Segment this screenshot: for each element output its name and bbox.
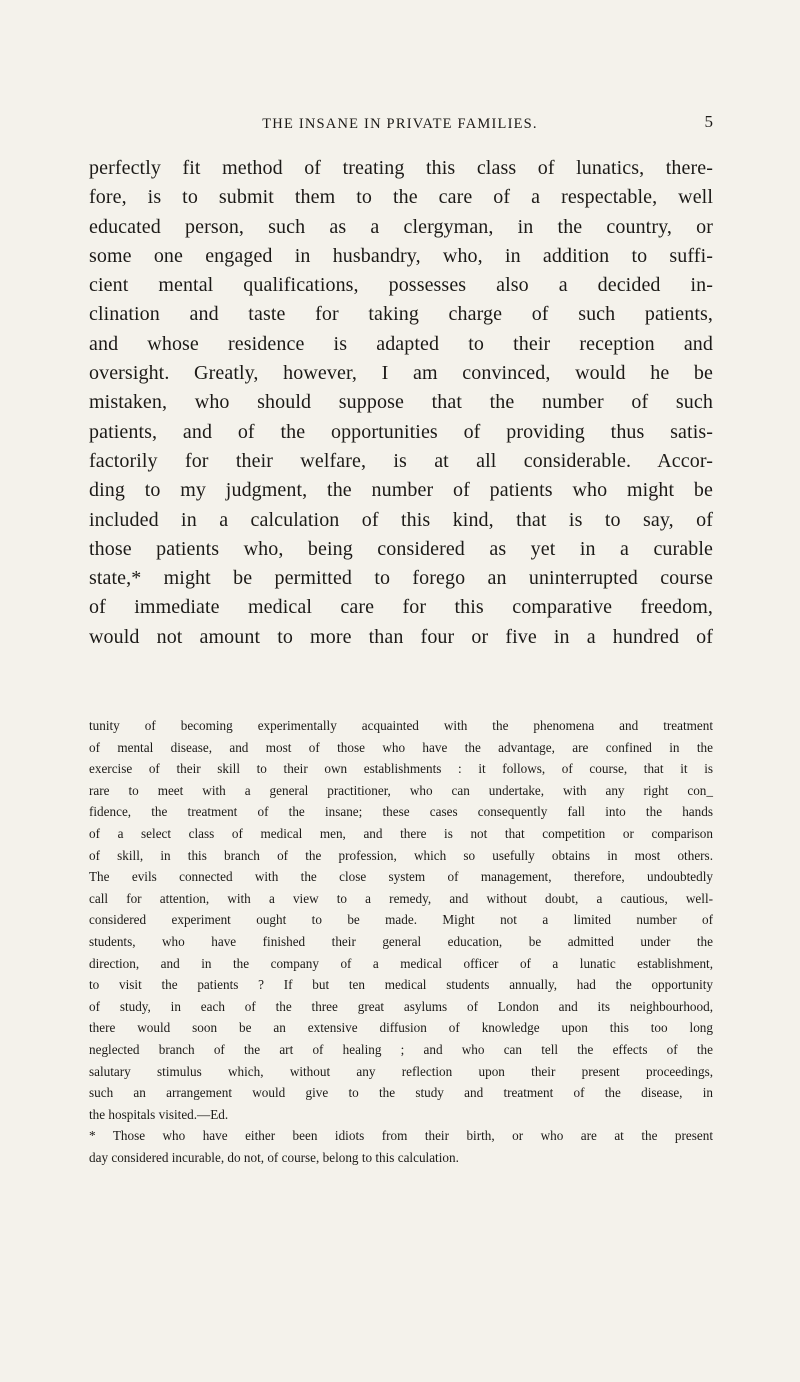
text-line: factorily for their welfare, is at all considerable. Accor-	[89, 449, 713, 472]
footnote-block	[89, 715, 713, 1168]
asterisk-footnote-line: * Those who have either been idiots from their birth, or who are at the present	[89, 1128, 713, 1144]
text-line: oversight. Greatly, however, I am convinced, would he be	[89, 362, 713, 385]
text-line: perfectly fit method of treating this class of lunatics, there-	[89, 157, 713, 179]
text-line: ding to my judgment, the number of patients who might be	[89, 479, 713, 502]
text-line: patients, and of the opportunities of providing thus satis-	[89, 420, 713, 443]
footnote-line: salutary stimulus which, without any reflection upon their present proceedings,	[89, 1063, 713, 1079]
footnote-line: of mental disease, and most of those who have the advantage, are confined in the	[89, 739, 713, 755]
main-text-block	[89, 154, 713, 652]
footnote-line: tunity of becoming experimentally acquainted with the phenomena and treatment	[89, 718, 713, 733]
footnote-line: neglected branch of the art of healing ; and who can tell the effects of the	[89, 1041, 713, 1057]
running-head	[0, 112, 800, 140]
footnote-line: exercise of their skill to their own establishments : it follows, of course, that it is	[89, 761, 713, 777]
text-line: of immediate medical care for this comparative freedom,	[89, 596, 713, 619]
asterisk-footnote-line: day considered incurable, do not, of course, belong to this calculation.	[89, 1149, 459, 1165]
footnote-line: the hospitals visited.—Ed.	[89, 1106, 229, 1122]
footnote-line: of skill, in this branch of the profession, which so usefully obtains in most others.	[89, 847, 713, 863]
footnote-line: direction, and in the company of a medical officer of a lunatic establishment,	[89, 955, 713, 971]
text-line: state,* might be permitted to forego an uninterrupted course	[89, 567, 713, 590]
text-line: clination and taste for taking charge of such patients,	[89, 303, 713, 326]
footnote-line: fidence, the treatment of the insane; these cases consequently fall into the hands	[89, 804, 713, 820]
text-line: fore, is to submit them to the care of a respectable, well	[89, 186, 713, 209]
text-line: educated person, such as a clergyman, in the country, or	[89, 215, 713, 238]
footnote-line: such an arrangement would give to the study and treatment of the disease, in	[89, 1085, 713, 1101]
footnote-line: of a select class of medical men, and there is not that competition or comparison	[89, 825, 713, 841]
text-line: included in a calculation of this kind, that is to say, of	[89, 508, 713, 531]
text-line: would not amount to more than four or five in a hundred of	[89, 625, 713, 648]
text-line: and whose residence is adapted to their reception and	[89, 332, 713, 355]
text-line: mistaken, who should suppose that the number of such	[89, 391, 713, 414]
footnote-line: call for attention, with a view to a remedy, and without doubt, a cautious, well-	[89, 890, 713, 906]
text-line: those patients who, being considered as yet in a curable	[89, 537, 713, 560]
running-title: THE INSANE IN PRIVATE FAMILIES.	[262, 116, 538, 132]
footnote-line: considered experiment ought to be made. Might not a limited number of	[89, 912, 713, 928]
text-line: some one engaged in husbandry, who, in addition to suffi-	[89, 244, 713, 267]
text-line: cient mental qualifications, possesses also a decided in-	[89, 274, 713, 297]
footnote-line: there would soon be an extensive diffusion of knowledge upon this too long	[89, 1020, 713, 1036]
footnote-line: students, who have finished their general education, be admitted under the	[89, 933, 713, 949]
footnote-line: rare to meet with a general practitioner, who can undertake, with any right con_	[89, 782, 713, 798]
footnote-line: of study, in each of the three great asylums of London and its neighbourhood,	[89, 998, 713, 1014]
footnote-line: to visit the patients ? If but ten medical students annually, had the opportunity	[89, 977, 713, 993]
page-number: 5	[704, 112, 713, 131]
footnote-line: The evils connected with the close system of management, therefore, undoubtedly	[89, 869, 713, 885]
